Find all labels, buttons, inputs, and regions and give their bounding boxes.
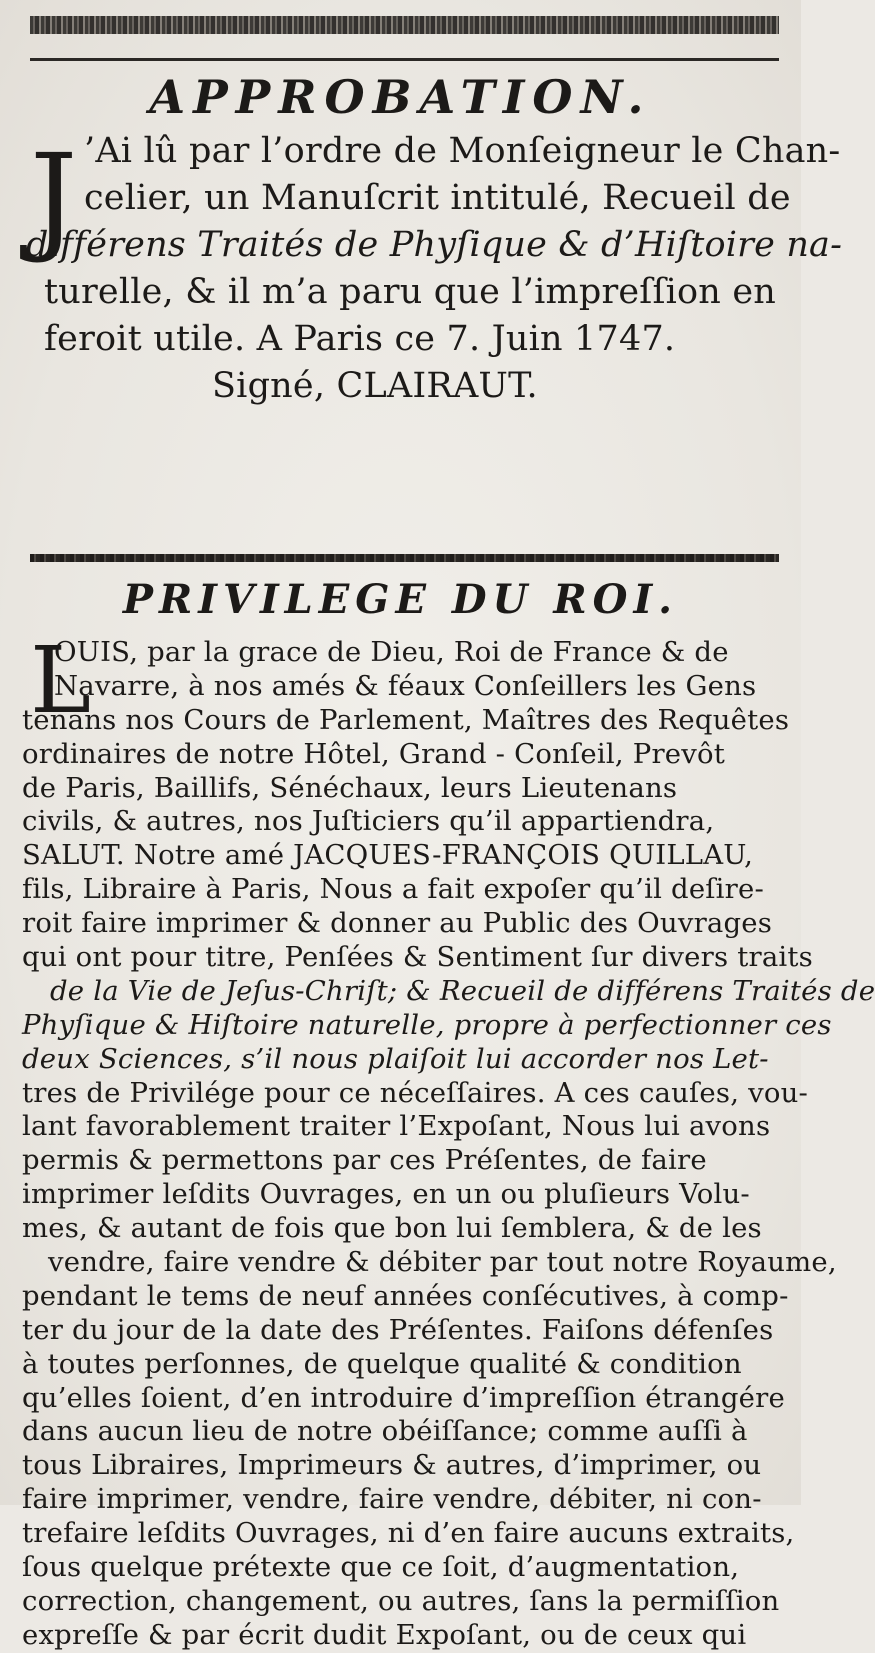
privilege-line: qu’elles ſoient, d’en introduire d’impreſſion étrangére <box>22 1381 785 1414</box>
top-ornament-band <box>30 16 779 34</box>
privilege-dropcap: L <box>30 627 92 734</box>
approbation-heading: APPROBATION. <box>149 70 652 124</box>
privilege-line: faire imprimer, vendre, faire vendre, débiter, ni con- <box>22 1483 762 1516</box>
privilege-line: qui ont pour titre, Penſées & Sentiment ſur divers traits <box>22 941 813 974</box>
privilege-line: fils, Libraire à Paris, Nous a fait expoſer qu’il deſire- <box>22 873 764 906</box>
privilege-line: SALUT. Notre amé JACQUES-FRANÇOIS QUILLAU, <box>22 839 754 872</box>
approbation-line: turelle, & il m’a paru que l’impreſſion en <box>44 272 777 312</box>
privilege-text <box>22 627 875 1653</box>
privilege-line: Phyſique & Hiſtoire naturelle, propre à perfectionner ces <box>22 1008 832 1041</box>
approbation-signature: Signé, CLAIRAUT. <box>212 366 538 406</box>
privilege-line: tenans nos Cours de Parlement, Maîtres des Requêtes <box>22 703 790 736</box>
privilege-line: correction, changement, ou autres, ſans la permiſſion <box>22 1584 780 1617</box>
approbation-line: celier, un Manuſcrit intitulé, Recueil de <box>84 178 791 218</box>
privilege-line: OUIS, par la grace de Dieu, Roi de France & de <box>54 636 729 668</box>
privilege-line: lant favorablement traiter l’Expoſant, Nous lui avons <box>22 1110 771 1143</box>
section-divider <box>30 554 779 562</box>
privilege-line: civils, & autres, nos Juſticiers qu’il appartiendra, <box>22 805 715 838</box>
privilege-line: pendant le tems de neuf années conſécutives, à comp- <box>22 1279 789 1312</box>
privilege-line: de la Vie de Jeſus-Chriſt; & Recueil de différens Traités de <box>50 974 875 1007</box>
privilege-line: imprimer leſdits Ouvrages, en un ou pluſieurs Volu- <box>22 1178 750 1211</box>
privilege-line: dans aucun lieu de notre obéiſſance; comme auſſi à <box>22 1415 748 1448</box>
approbation-line: ’Ai lû par l’ordre de Monſeigneur le Chan- <box>84 131 841 171</box>
privilege-line: Navarre, à nos amés & féaux Conſeillers les Gens <box>54 669 757 702</box>
approbation-line: différens Traités de Phyſique & d’Hiſtoire na- <box>26 225 843 265</box>
privilege-line: ſous quelque prétexte que ce ſoit, d’augmentation, <box>22 1551 740 1584</box>
privilege-line: tres de Privilége pour ce néceſſaires. A ces cauſes, vou- <box>22 1076 808 1109</box>
approbation-line: feroit utile. A Paris ce 7. Juin 1747. <box>44 319 676 359</box>
privilege-heading: PRIVILEGE DU ROI. <box>122 576 679 623</box>
privilege-line: ordinaires de notre Hôtel, Grand - Conſeil, Prevôt <box>22 737 726 770</box>
privilege-line: permis & permettons par ces Préſentes, de faire <box>22 1144 707 1177</box>
privilege-line: mes, & autant de fois que bon lui ſemblera, & de les <box>22 1212 762 1245</box>
privilege-line: vendre, faire vendre & débiter par tout notre Royaume, <box>48 1246 837 1279</box>
privilege-line: ter du jour de la date des Préſentes. Faiſons défenſes <box>22 1313 774 1346</box>
privilege-line: trefaire leſdits Ouvrages, ni d’en faire aucuns extraits, <box>22 1517 795 1550</box>
privilege-line: tous Libraires, Imprimeurs & autres, d’imprimer, ou <box>22 1449 762 1482</box>
privilege-line: roit faire imprimer & donner au Public des Ouvrages <box>22 907 773 940</box>
privilege-line: expreſſe & par écrit dudit Expoſant, ou de ceux qui <box>22 1618 747 1651</box>
approbation-dropcap: J <box>30 128 78 266</box>
top-rule <box>30 58 779 61</box>
privilege-line: à toutes perſonnes, de quelque qualité & condition <box>22 1347 742 1380</box>
privilege-line: deux Sciences, s’il nous plaiſoit lui accorder nos Let- <box>22 1042 769 1075</box>
approbation-text <box>22 128 843 410</box>
privilege-line: de Paris, Baillifs, Sénéchaux, leurs Lieutenans <box>22 771 678 804</box>
